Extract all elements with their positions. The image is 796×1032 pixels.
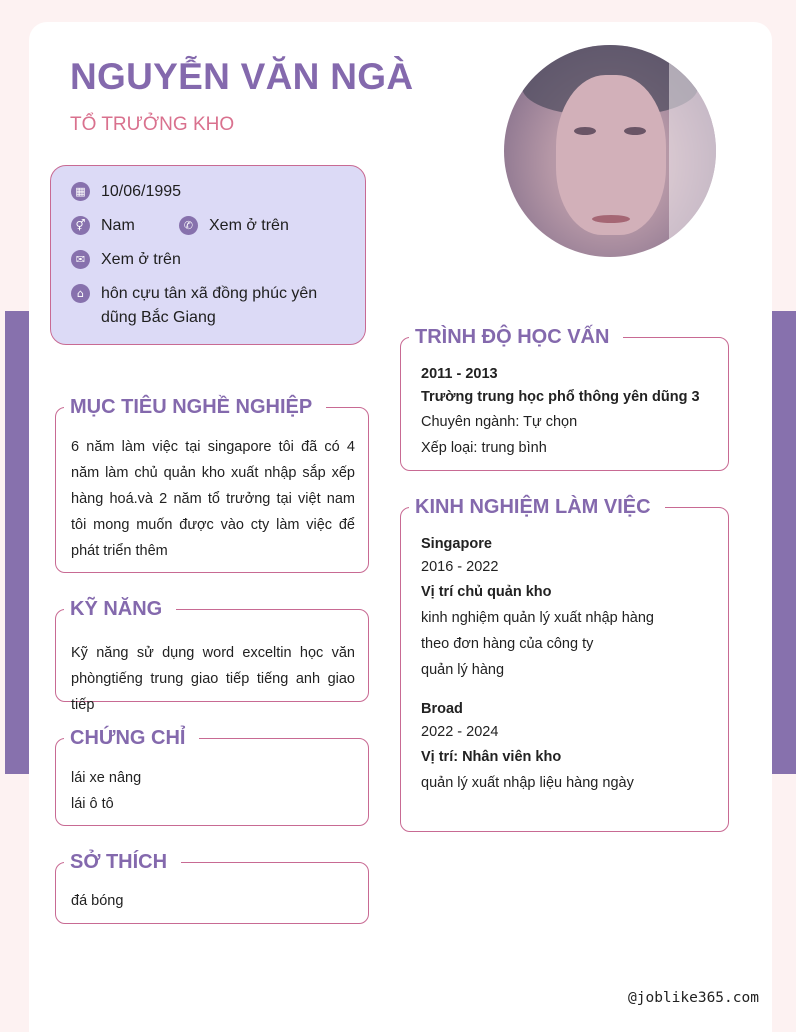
job-detail: quản lý xuất nhập liệu hàng ngày <box>421 775 634 791</box>
left-decor-band <box>5 311 29 774</box>
education-period: 2011 - 2013 <box>421 366 498 382</box>
experience-section <box>400 507 729 832</box>
hobbies-heading: SỞ THÍCH <box>64 849 181 875</box>
home-icon: ⌂ <box>71 284 90 303</box>
phone-row <box>179 214 289 238</box>
site-watermark: @joblike365.com <box>628 990 759 1006</box>
job-title: TỔ TRƯỞNG KHO <box>70 114 235 135</box>
objective-section <box>55 407 369 573</box>
education-heading: TRÌNH ĐỘ HỌC VẤN <box>409 324 623 350</box>
calendar-icon: ▦ <box>71 182 90 201</box>
hobbies-text: đá bóng <box>71 893 124 909</box>
profile-photo <box>504 45 716 257</box>
objective-heading: MỤC TIÊU NGHỀ NGHIỆP <box>64 394 326 420</box>
experience-heading: KINH NGHIỆM LÀM VIỆC <box>409 494 665 520</box>
certificate-item: lái xe nâng <box>71 770 142 786</box>
job-company: Singapore <box>421 536 492 552</box>
job-role: Vị trí chủ quản kho <box>421 584 552 600</box>
skills-text: Kỹ năng sử dụng word exceltin học văn phòngtiếng trung giao tiếp tiếng anh giao tiếp <box>71 645 355 713</box>
address-value: hôn cựu tân xã đồng phúc yên dũng Bắc Giang <box>101 285 318 326</box>
job-role: Vị trí: Nhân viên kho <box>421 749 562 765</box>
education-grade: Xếp loại: trung bình <box>421 440 547 456</box>
phone-icon: ✆ <box>179 216 198 235</box>
certificates-heading: CHỨNG CHỈ <box>64 725 199 751</box>
certificates-section <box>55 738 369 826</box>
phone-value: Xem ở trên <box>209 217 289 234</box>
skills-section <box>55 609 369 713</box>
email-row <box>71 248 181 272</box>
education-section <box>400 337 729 471</box>
job-detail: quản lý hàng <box>421 662 505 678</box>
email-icon: ✉ <box>71 250 90 269</box>
address-row <box>71 282 321 330</box>
candidate-name: NGUYỄN VĂN NGÀ <box>70 56 414 97</box>
education-major: Chuyên ngành: Tự chọn <box>421 414 578 430</box>
email-value: Xem ở trên <box>101 251 181 268</box>
skills-heading: KỸ NĂNG <box>64 596 176 622</box>
job-company: Broad <box>421 701 463 717</box>
objective-text: 6 năm làm việc tại singapore tôi đã có 4 năm làm chủ quản kho xuất nhập sắp xếp hàng hoá.và 2 năm tổ trưởng tại việt nam tôi mong muốn được vào cty làm việc để phát triển thêm <box>71 439 355 559</box>
job-detail: kinh nghiệm quản lý xuất nhập hàng <box>421 610 654 626</box>
gender-value: Nam <box>101 217 135 234</box>
contact-info-box <box>50 165 366 345</box>
certificate-item: lái ô tô <box>71 796 114 812</box>
dob-row <box>71 180 181 204</box>
education-school: Trường trung học phổ thông yên dũng 3 <box>421 389 700 405</box>
dob-value: 10/06/1995 <box>101 183 182 200</box>
job-detail: theo đơn hàng của công ty <box>421 636 594 652</box>
job-period: 2016 - 2022 <box>421 559 499 575</box>
gender-icon: ⚥ <box>71 216 90 235</box>
right-decor-band <box>772 311 796 774</box>
job-period: 2022 - 2024 <box>421 724 499 740</box>
gender-row <box>71 214 135 238</box>
